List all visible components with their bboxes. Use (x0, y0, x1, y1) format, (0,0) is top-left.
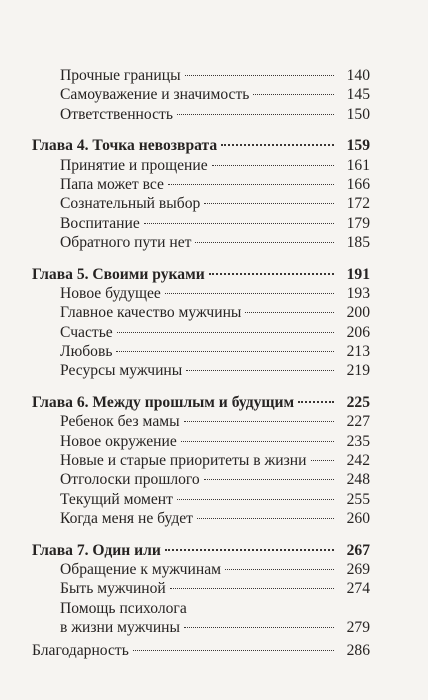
toc-entry-title: Новое окружение (60, 432, 177, 450)
toc-entry-title: Ответственность (60, 105, 173, 123)
toc-entry (0, 323, 428, 342)
dot-leader (181, 441, 334, 442)
toc-page-number: 140 (346, 67, 370, 84)
toc-page-number: 185 (346, 234, 370, 252)
toc-entry-title: Самоуважение и значимость (60, 86, 250, 104)
toc-entry (0, 432, 428, 451)
toc-entry (0, 214, 428, 233)
toc-page-number: 219 (346, 362, 370, 380)
toc-page-number: 159 (346, 137, 370, 155)
toc-chapter-entry (0, 393, 428, 412)
dot-leader (170, 588, 334, 589)
toc-entry (0, 361, 428, 380)
toc-entry-title: Глава 5. Своими руками (32, 265, 205, 283)
dot-leader (221, 144, 334, 146)
dot-leader (204, 479, 334, 480)
toc-entry-title: Новые и старые приоритеты в жизни (60, 452, 307, 470)
dot-leader (184, 627, 334, 628)
toc-entry-title: Отголоски прошлого (60, 471, 200, 489)
toc-entry (0, 490, 428, 509)
toc-entry (0, 451, 428, 470)
dot-leader (165, 293, 334, 294)
toc-entry-title: Ресурсы мужчины (60, 362, 183, 380)
dot-leader (253, 94, 334, 95)
dot-leader (212, 165, 334, 166)
toc-page-number: 279 (346, 619, 370, 637)
dot-leader (117, 332, 334, 333)
toc-entry-title: в жизни мужчины (60, 619, 180, 637)
toc-entry-title: Сознательный выбор (60, 195, 201, 213)
dot-leader (133, 650, 334, 651)
toc-chapter-entry (0, 541, 428, 560)
toc-entry (0, 599, 428, 618)
toc-entry (0, 579, 428, 598)
dot-leader (204, 203, 334, 204)
toc-entry-title: Новое будущее (60, 284, 161, 302)
toc-entry-title: Благодарность (32, 641, 129, 659)
table-of-contents (0, 66, 428, 660)
toc-page-number: 191 (346, 265, 370, 283)
toc-page-number: 172 (346, 195, 370, 213)
toc-page-number: 267 (346, 541, 370, 559)
toc-entry (0, 342, 428, 361)
dot-leader (209, 273, 334, 275)
toc-page-number: 242 (346, 452, 370, 470)
toc-entry (0, 156, 428, 175)
toc-page-number: 206 (346, 323, 370, 341)
toc-page-number: 145 (346, 86, 370, 104)
toc-entry-title: Когда меня не будет (60, 510, 193, 528)
toc-page-number: 150 (346, 105, 370, 123)
dot-leader (165, 549, 334, 551)
toc-entry (0, 175, 428, 194)
toc-entry-title: Счастье (60, 323, 113, 341)
toc-page-number: 227 (346, 413, 370, 431)
toc-entry (0, 233, 428, 252)
toc-entry (0, 85, 428, 104)
toc-entry (0, 618, 428, 637)
toc-entry (0, 194, 428, 213)
toc-entry (0, 509, 428, 528)
toc-chapter-entry (0, 265, 428, 284)
dot-leader (245, 312, 334, 313)
toc-entry-title: Ребенок без мамы (60, 413, 180, 431)
dot-leader (177, 499, 334, 500)
toc-entry-title: Обратного пути нет (60, 234, 192, 252)
dot-leader (184, 421, 334, 422)
toc-page-number: 248 (346, 471, 370, 489)
toc-entry-title: Воспитание (60, 214, 140, 232)
toc-entry-title: Папа может все (60, 175, 164, 193)
dot-leader (116, 351, 334, 352)
dot-leader (195, 242, 334, 243)
toc-entry (0, 66, 428, 85)
toc-page-number: 161 (346, 156, 370, 174)
toc-page-number: 260 (346, 510, 370, 528)
toc-entry (0, 105, 428, 124)
toc-page-number: 269 (346, 560, 370, 578)
dot-leader (185, 75, 334, 76)
dot-leader (186, 370, 334, 371)
toc-page-number: 235 (346, 432, 370, 450)
toc-entry (0, 470, 428, 489)
toc-chapter-entry (0, 136, 428, 155)
toc-page-number: 274 (346, 580, 370, 598)
dot-leader (298, 401, 334, 403)
toc-entry (0, 412, 428, 431)
toc-page-number: 193 (346, 284, 370, 302)
toc-entry-title: Главное качество мужчины (60, 304, 242, 322)
dot-leader (225, 569, 334, 570)
toc-entry-title: Текущий момент (60, 490, 173, 508)
toc-page-number: 225 (346, 393, 370, 411)
toc-entry-title: Глава 4. Точка невозврата (32, 137, 218, 155)
toc-entry-title: Глава 6. Между прошлым и будущим (32, 393, 295, 411)
toc-page-number: 179 (346, 214, 370, 232)
toc-page-number: 166 (346, 175, 370, 193)
toc-entry-title: Глава 7. Один или (32, 541, 161, 559)
dot-leader (168, 184, 334, 185)
toc-entry-title: Принятие и прощение (60, 156, 208, 174)
toc-entry (0, 641, 428, 660)
toc-page-number: 200 (346, 304, 370, 322)
toc-entry (0, 560, 428, 579)
dot-leader (177, 114, 334, 115)
toc-entry-title: Обращение к мужчинам (60, 560, 221, 578)
toc-entry-title: Помощь психолога (60, 599, 187, 617)
toc-entry (0, 303, 428, 322)
toc-entry-title: Быть мужчиной (60, 580, 166, 598)
dot-leader (311, 460, 335, 461)
dot-leader (197, 518, 334, 519)
toc-page-number: 255 (346, 490, 370, 508)
toc-page-number: 286 (346, 641, 370, 659)
dot-leader (144, 223, 334, 224)
toc-entry (0, 284, 428, 303)
toc-entry-title: Прочные границы (60, 67, 181, 84)
toc-entry-title: Любовь (60, 343, 113, 361)
toc-page-number: 213 (346, 343, 370, 361)
